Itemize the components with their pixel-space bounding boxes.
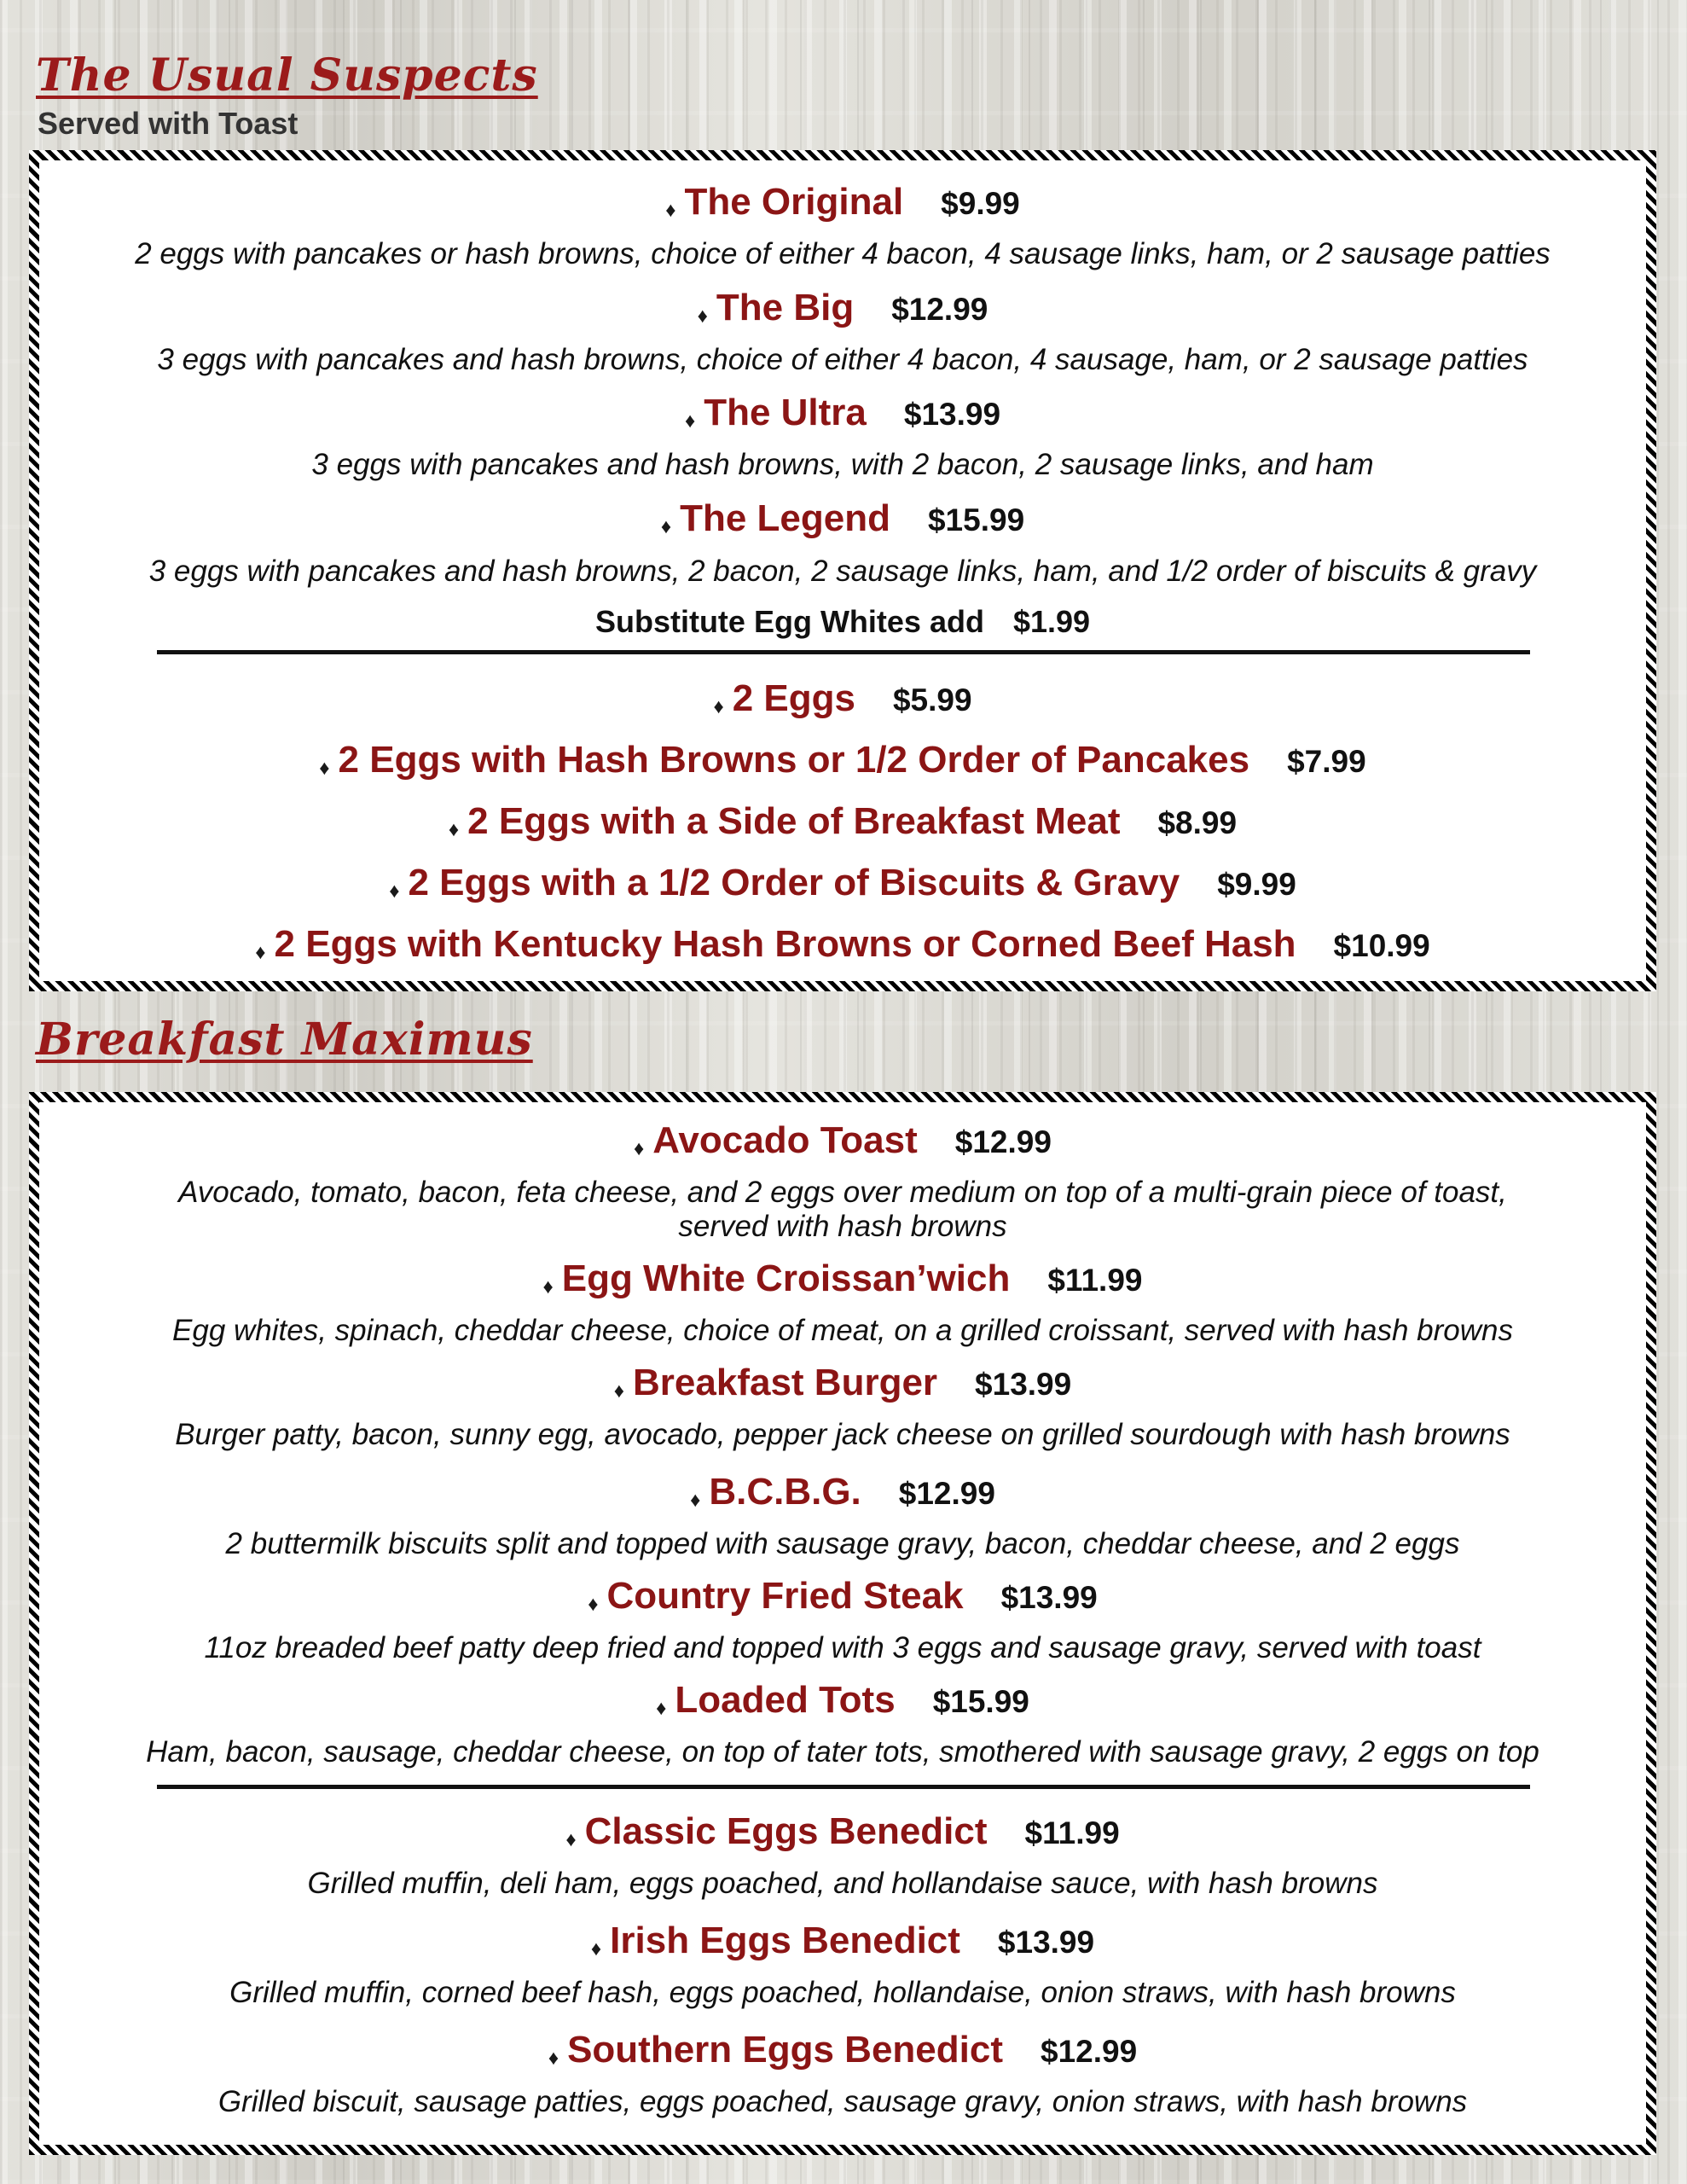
diamond-bullet-icon: ♦ (548, 2046, 559, 2070)
menu-item-description: Grilled muffin, corned beef hash, eggs poached, hollandaise, onion straws, with hash browns (229, 1976, 1456, 2009)
diamond-bullet-icon: ♦ (665, 198, 676, 222)
menu-item-price: $12.99 (1041, 2034, 1138, 2069)
menu-item-name: Country Fried Steak (606, 1575, 964, 1617)
menu-item-title (39, 497, 1646, 540)
menu-item-price: $13.99 (903, 397, 1001, 432)
egg-item-title (39, 677, 1646, 720)
section-divider (157, 650, 1530, 654)
note-price: $1.99 (1012, 604, 1091, 639)
menu-item-description: Egg whites, spinach, cheddar cheese, choice of meat, on a grilled croissant, served with hash browns (172, 1314, 1513, 1347)
breakfast-maximus-panel (29, 1092, 1656, 2155)
menu-item-description: 2 eggs with pancakes or hash browns, choice of either 4 bacon, 4 sausage links, ham, or 2 sausage patties (135, 237, 1551, 270)
menu-item-name: Southern Eggs Benedict (567, 2029, 1004, 2071)
egg-item-title (39, 739, 1646, 781)
diamond-bullet-icon: ♦ (613, 1379, 625, 1403)
benedict-item-title (39, 1810, 1646, 1853)
menu-item-title (39, 1119, 1646, 1162)
menu-item-name: Egg White Croissan’wich (561, 1258, 1011, 1299)
menu-item-name: 2 Eggs with Kentucky Hash Browns or Corned Beef Hash (274, 923, 1296, 965)
egg-item-title (39, 862, 1646, 904)
diamond-bullet-icon: ♦ (448, 817, 460, 841)
menu-item-name: Irish Eggs Benedict (610, 1920, 960, 1961)
menu-item-price: $12.99 (954, 1124, 1052, 1159)
menu-item-price: $10.99 (1333, 928, 1430, 963)
menu-item-name: B.C.B.G. (709, 1471, 861, 1513)
menu-item-price: $9.99 (941, 186, 1020, 221)
egg-whites-substitute-note (39, 604, 1646, 640)
section-heading-breakfast-maximus: Breakfast Maximus (36, 1014, 533, 1066)
menu-item-title (39, 287, 1646, 329)
diamond-bullet-icon: ♦ (588, 1592, 599, 1616)
menu-item-price: $11.99 (1024, 1815, 1120, 1850)
egg-item-title (39, 800, 1646, 843)
usual-suspects-panel (29, 150, 1656, 991)
menu-item-description: Grilled muffin, deli ham, eggs poached, and hollandaise sauce, with hash browns (307, 1867, 1378, 1900)
menu-item-title (39, 1258, 1646, 1300)
menu-item-title (39, 1679, 1646, 1722)
benedict-item-title (39, 1920, 1646, 1962)
menu-item-price: $7.99 (1287, 744, 1366, 779)
egg-item-title (39, 923, 1646, 966)
menu-item-price: $12.99 (898, 1476, 995, 1511)
menu-item-price: $13.99 (975, 1367, 1072, 1402)
diamond-bullet-icon: ♦ (255, 940, 266, 964)
menu-item-price: $13.99 (1000, 1580, 1098, 1615)
menu-item-description-continued: served with hash browns (678, 1210, 1007, 1243)
diamond-bullet-icon: ♦ (690, 1488, 701, 1512)
diamond-bullet-icon: ♦ (660, 514, 672, 538)
menu-item-description: 2 buttermilk biscuits split and topped with sausage gravy, bacon, cheddar cheese, and 2 eggs (225, 1527, 1460, 1560)
menu-item-title (39, 181, 1646, 224)
menu-item-price: $13.99 (997, 1925, 1095, 1960)
menu-item-description: 3 eggs with pancakes and hash browns, choice of either 4 bacon, 4 sausage, ham, or 2 sausage patties (157, 343, 1528, 376)
menu-item-price: $15.99 (932, 1684, 1029, 1719)
menu-item-description: Burger patty, bacon, sunny egg, avocado, pepper jack cheese on grilled sourdough with hash browns (175, 1418, 1510, 1451)
menu-item-price: $11.99 (1047, 1263, 1143, 1298)
diamond-bullet-icon: ♦ (713, 694, 724, 718)
menu-item-name: The Big (716, 287, 855, 328)
menu-item-name: Breakfast Burger (633, 1362, 938, 1403)
menu-item-description: Grilled biscuit, sausage patties, eggs poached, sausage gravy, onion straws, with hash browns (217, 2085, 1468, 2118)
menu-item-name: Loaded Tots (675, 1679, 896, 1721)
diamond-bullet-icon: ♦ (656, 1696, 667, 1720)
menu-item-description: 11oz breaded beef patty deep fried and topped with 3 eggs and sausage gravy, served with toast (204, 1631, 1481, 1664)
diamond-bullet-icon: ♦ (634, 1136, 645, 1160)
menu-item-name: 2 Eggs with Hash Browns or 1/2 Order of Pancakes (338, 739, 1250, 781)
menu-item-description: 3 eggs with pancakes and hash browns, 2 bacon, 2 sausage links, ham, and 1/2 order of biscuits & gravy (148, 555, 1537, 588)
diamond-bullet-icon: ♦ (697, 304, 708, 328)
diamond-bullet-icon: ♦ (565, 1827, 577, 1851)
menu-item-title (39, 392, 1646, 434)
section-heading-usual-suspects: The Usual Suspects (36, 49, 538, 102)
menu-item-name: Avocado Toast (652, 1119, 918, 1161)
diamond-bullet-icon: ♦ (684, 409, 696, 433)
menu-item-name: Classic Eggs Benedict (584, 1810, 988, 1852)
menu-item-price: $12.99 (891, 292, 988, 327)
diamond-bullet-icon: ♦ (590, 1937, 602, 1960)
menu-item-description: Ham, bacon, sausage, cheddar cheese, on top of tater tots, smothered with sausage gravy, 2 eggs on top (146, 1735, 1539, 1769)
menu-item-name: 2 Eggs with a Side of Breakfast Meat (467, 800, 1121, 842)
menu-item-description: Avocado, tomato, bacon, feta cheese, and 2 eggs over medium on top of a multi-grain piece of toast, (178, 1176, 1507, 1209)
menu-item-price: $15.99 (927, 502, 1025, 537)
menu-item-name: The Original (684, 181, 904, 223)
diamond-bullet-icon: ♦ (542, 1275, 554, 1298)
menu-item-price: $9.99 (1217, 867, 1296, 902)
menu-item-title (39, 1575, 1646, 1618)
menu-item-title (39, 1471, 1646, 1513)
menu-item-price: $8.99 (1157, 805, 1238, 840)
menu-item-name: 2 Eggs (732, 677, 855, 719)
benedict-item-title (39, 2029, 1646, 2071)
menu-item-description: 3 eggs with pancakes and hash browns, with 2 bacon, 2 sausage links, and ham (311, 448, 1374, 481)
menu-item-name: The Legend (680, 497, 890, 539)
diamond-bullet-icon: ♦ (319, 756, 330, 780)
menu-item-name: 2 Eggs with a 1/2 Order of Biscuits & Gravy (408, 862, 1180, 903)
diamond-bullet-icon: ♦ (389, 879, 400, 903)
section-subheading-served-with-toast: Served with Toast (38, 106, 299, 141)
section-divider (157, 1785, 1530, 1789)
note-label: Substitute Egg Whites add (594, 604, 984, 639)
menu-item-title (39, 1362, 1646, 1404)
menu-item-price: $5.99 (892, 682, 972, 717)
menu-item-name: The Ultra (704, 392, 867, 433)
